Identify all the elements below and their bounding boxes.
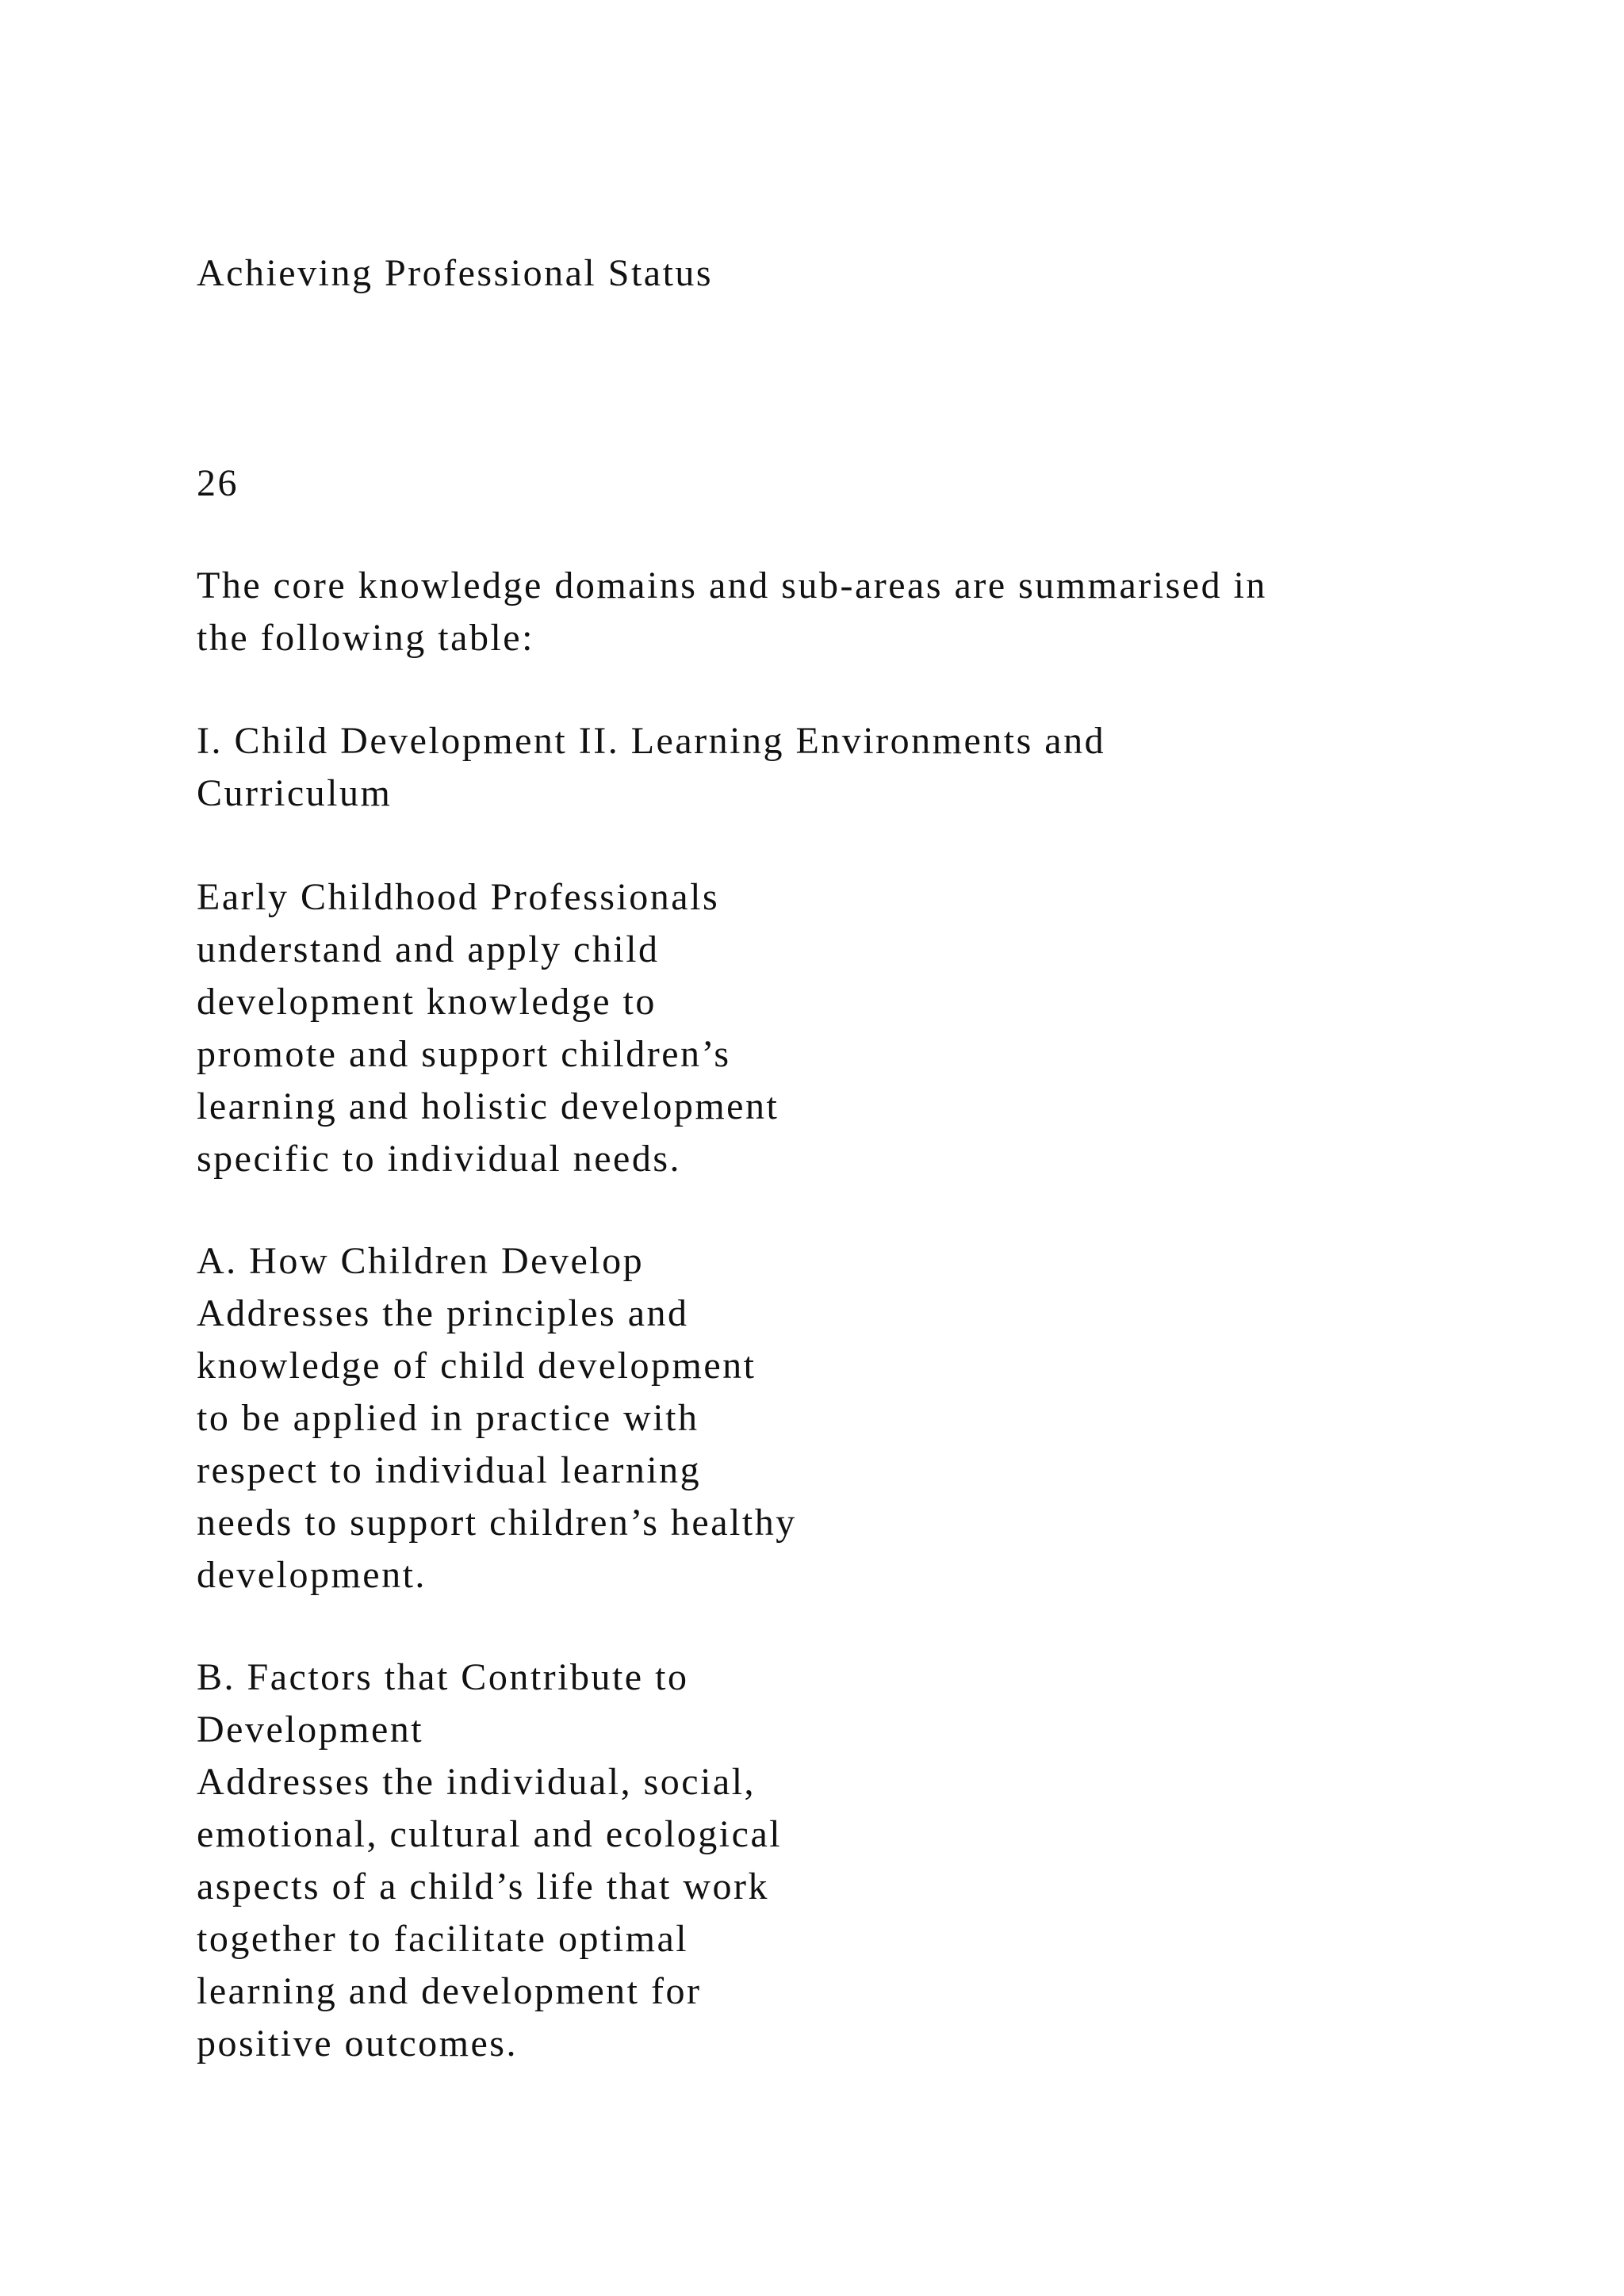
subarea-factors-contribute: B. Factors that Contribute to Development Addresses the individual, social, emotional, cultural and ecological aspects of a child’s life that work together to facilitate optimal learning and development for positive outcomes. xyxy=(197,1656,783,2064)
running-header: Achieving Professional Status xyxy=(197,252,714,294)
subarea-how-children-develop: A. How Children Develop Addresses the principles and knowledge of child development to be applied in practice with respect to individual learning needs to support children’s healthy development. xyxy=(197,1240,797,1596)
page-number: 26 xyxy=(197,462,239,504)
domain-description: Early Childhood Professionals understand and apply child development knowledge to promote and support children’s learning and holistic development specific to individual needs. xyxy=(197,876,779,1180)
intro-paragraph: The core knowledge domains and sub-areas are summarised in the following table: xyxy=(197,564,1267,659)
domains-line: I. Child Development II. Learning Environments and Curriculum xyxy=(197,720,1106,814)
